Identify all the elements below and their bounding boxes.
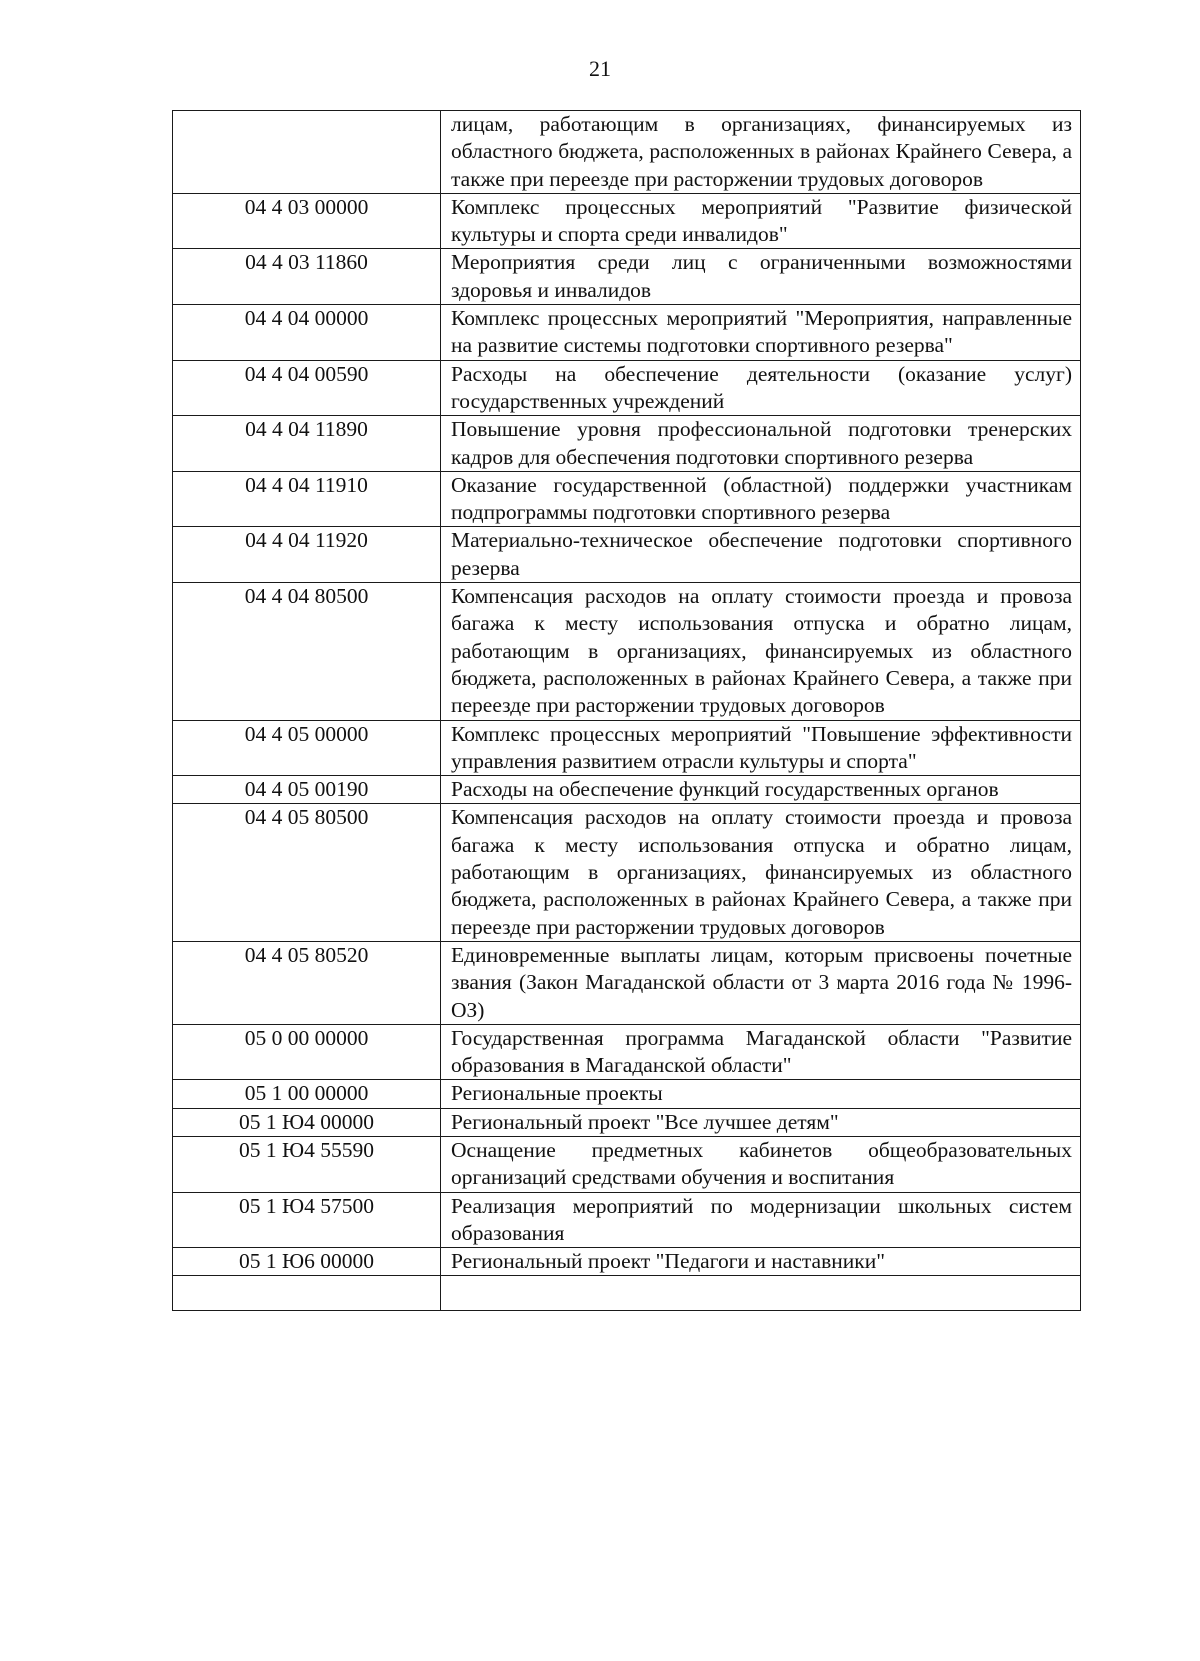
empty-cell [441, 1276, 1081, 1311]
table-row [173, 1248, 1081, 1276]
empty-cell [173, 1276, 441, 1311]
row-code: 05 1 Ю4 55590 [173, 1136, 441, 1192]
row-code: 04 4 04 11920 [173, 527, 441, 583]
row-code: 05 1 Ю4 00000 [173, 1108, 441, 1136]
row-code: 04 4 04 00000 [173, 305, 441, 361]
table-row [173, 527, 1081, 583]
row-description: Государственная программа Магаданской области "Развитие образования в Магаданской области" [441, 1024, 1081, 1080]
table-row [173, 941, 1081, 1024]
table-row [173, 193, 1081, 249]
row-description: Мероприятия среди лиц с ограниченными возможностями здоровья и инвалидов [441, 249, 1081, 305]
row-description: Региональный проект "Педагоги и наставники" [441, 1248, 1081, 1276]
row-code: 04 4 03 11860 [173, 249, 441, 305]
page-number: 21 [589, 56, 611, 81]
table-row [173, 583, 1081, 720]
table-row [173, 804, 1081, 941]
budget-code-table [172, 110, 1081, 1311]
row-description: Компенсация расходов на оплату стоимости проезда и провоза багажа к месту использования отпуска и обратно лицам, работающим в организациях, финансируемых из областного бюджета, расположенных в районах Крайнего Севера, а также при переезде при расторжении трудовых договоров [441, 583, 1081, 720]
table-row [173, 1080, 1081, 1108]
table-row [173, 471, 1081, 527]
row-description: Комплекс процессных мероприятий "Развитие физической культуры и спорта среди инвалидов" [441, 193, 1081, 249]
table-row [173, 1024, 1081, 1080]
row-code: 05 1 Ю4 57500 [173, 1192, 441, 1248]
table-row [173, 1136, 1081, 1192]
row-description: Комплекс процессных мероприятий "Мероприятия, направленные на развитие системы подготовки спортивного резерва" [441, 305, 1081, 361]
row-description: Региональный проект "Все лучшее детям" [441, 1108, 1081, 1136]
row-code: 04 4 04 80500 [173, 583, 441, 720]
row-description: Материально-техническое обеспечение подготовки спортивного резерва [441, 527, 1081, 583]
table-body [173, 111, 1081, 1311]
row-code: 04 4 05 80520 [173, 941, 441, 1024]
row-code: 05 1 Ю6 00000 [173, 1248, 441, 1276]
row-code: 04 4 03 00000 [173, 193, 441, 249]
row-code [173, 111, 441, 194]
row-code: 04 4 05 00000 [173, 720, 441, 776]
table-row [173, 720, 1081, 776]
row-description: Единовременные выплаты лицам, которым присвоены почетные звания (Закон Магаданской области от 3 марта 2016 года № 1996-ОЗ) [441, 941, 1081, 1024]
row-description: Комплекс процессных мероприятий "Повышение эффективности управления развитием отрасли культуры и спорта" [441, 720, 1081, 776]
row-description: Расходы на обеспечение функций государственных органов [441, 776, 1081, 804]
row-description: Компенсация расходов на оплату стоимости проезда и провоза багажа к месту использования отпуска и обратно лицам, работающим в организациях, финансируемых из областного бюджета, расположенных в районах Крайнего Севера, а также при переезде при расторжении трудовых договоров [441, 804, 1081, 941]
table-row [173, 360, 1081, 416]
row-description: лицам, работающим в организациях, финансируемых из областного бюджета, расположенных в районах Крайнего Севера, а также при переезде при расторжении трудовых договоров [441, 111, 1081, 194]
row-description: Оказание государственной (областной) поддержки участникам подпрограммы подготовки спортивного резерва [441, 471, 1081, 527]
table-row [173, 1192, 1081, 1248]
row-description: Оснащение предметных кабинетов общеобразовательных организаций средствами обучения и воспитания [441, 1136, 1081, 1192]
table-row [173, 1108, 1081, 1136]
table-row [173, 305, 1081, 361]
row-code: 04 4 04 11910 [173, 471, 441, 527]
table-row [173, 111, 1081, 194]
row-description: Расходы на обеспечение деятельности (оказание услуг) государственных учреждений [441, 360, 1081, 416]
row-code: 04 4 05 00190 [173, 776, 441, 804]
row-code: 04 4 05 80500 [173, 804, 441, 941]
row-description: Повышение уровня профессиональной подготовки тренерских кадров для обеспечения подготовки спортивного резерва [441, 416, 1081, 472]
row-code: 05 1 00 00000 [173, 1080, 441, 1108]
table-row [173, 416, 1081, 472]
row-description: Реализация мероприятий по модернизации школьных систем образования [441, 1192, 1081, 1248]
row-code: 04 4 04 00590 [173, 360, 441, 416]
table-row [173, 249, 1081, 305]
row-code: 05 0 00 00000 [173, 1024, 441, 1080]
row-description: Региональные проекты [441, 1080, 1081, 1108]
table-row [173, 776, 1081, 804]
empty-row [173, 1276, 1081, 1311]
row-code: 04 4 04 11890 [173, 416, 441, 472]
